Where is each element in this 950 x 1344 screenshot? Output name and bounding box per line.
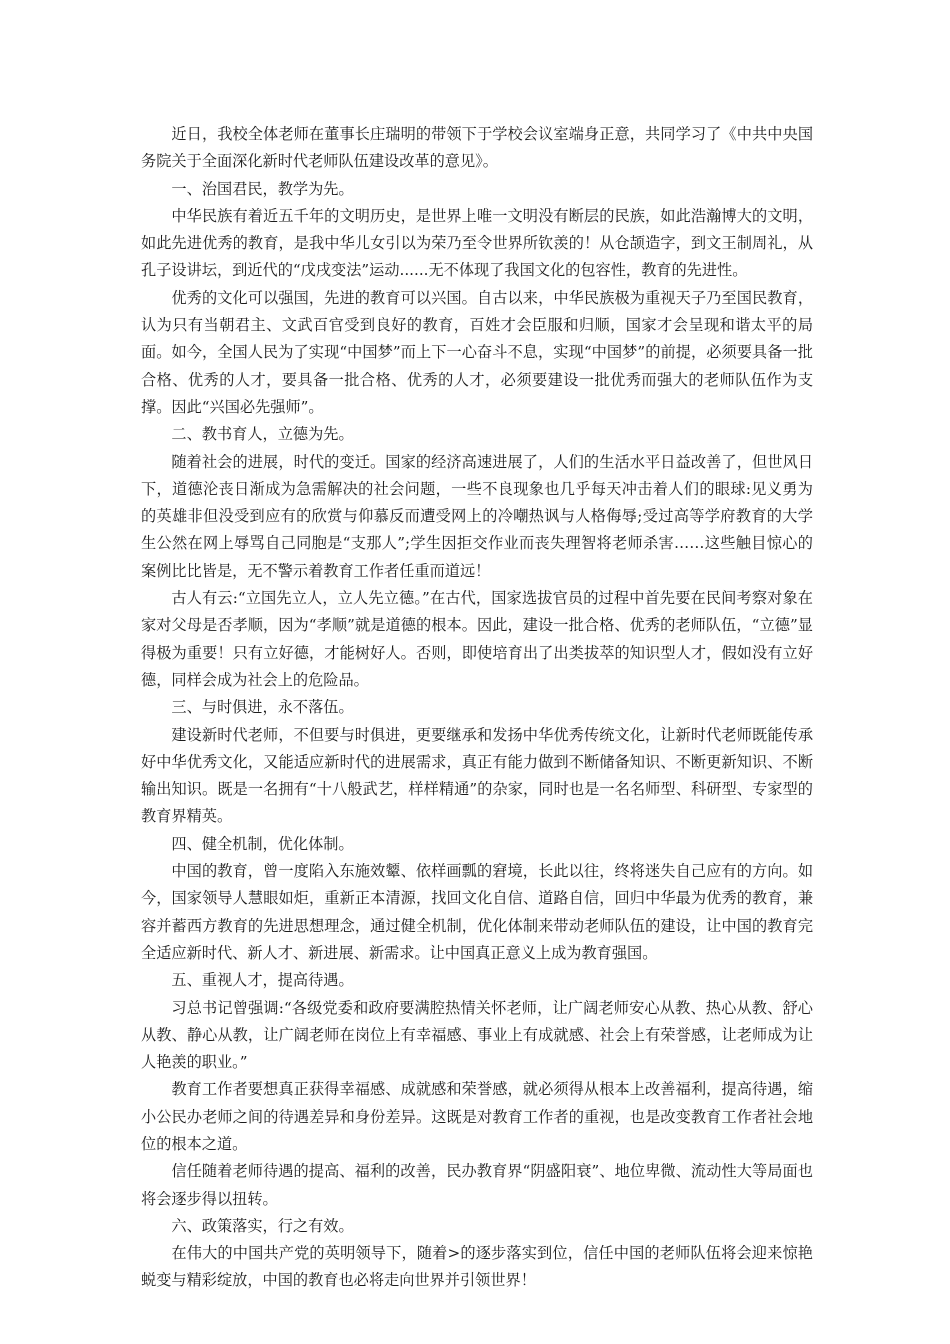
paragraph: 建设新时代老师，不但要与时俱进，更要继承和发扬中华优秀传统文化，让新时代老师既能传承好中华优秀文化，又能适应新时代的进展需求，真正有能力做到不断储备知识、不断更新知识、不断输出知识。既是一名拥有“十八般武艺，样样精通”的杂家，同时也是一名名师型、科研型、专家型的教育界精英。 [141, 725, 813, 826]
paragraph: 中国的教育，曾一度陷入东施效颦、依样画瓢的窘境，长此以往，终将迷失自己应有的方向。如今，国家领导人慧眼如炬，重新正本清源，找回文化自信、道路自信，回归中华最为优秀的教育，兼容并蓄西方教育的先进思想理念，通过健全机制，优化体制来带动老师队伍的建设，让中国的教育完全适应新时代、新人才、新进展、新需求。让中国真正意义上成为教育强国。 [141, 862, 813, 962]
section-heading-3: 三、与时俱进，永不落伍。 [171, 698, 354, 717]
section-heading-4: 四、健全机制，优化体制。 [171, 834, 354, 853]
document-body [141, 121, 813, 1295]
paragraph: 古人有云:“立国先立人，立人先立德。”在古代，国家选拔官员的过程中首先要在民间考察对象在家对父母是否孝顺，因为“孝顺”就是道德的根本。因此，建设一批合格、优秀的老师队伍，“立德”显得极为重要！只有立好德，才能树好人。否则，即使培育出了出类拔萃的知识型人才，假如没有立好德，同样会成为社会上的危险品。 [141, 589, 813, 689]
paragraph-intro: 近日，我校全体老师在董事长庄瑞明的带领下于学校会议室端身正意，共同学习了《中共中央国务院关于全面深化新时代老师队伍建设改革的意见》。 [141, 125, 813, 171]
paragraph: 教育工作者要想真正获得幸福感、成就感和荣誉感，就必须得从根本上改善福利，提高待遇，缩小公民办老师之间的待遇差异和身份差异。这既是对教育工作者的重视，也是改变教育工作者社会地位的根本之道。 [141, 1080, 813, 1153]
section-heading-5: 五、重视人才，提高待遇。 [171, 971, 354, 990]
paragraph: 优秀的文化可以强国，先进的教育可以兴国。自古以来，中华民族极为重视天子乃至国民教育，认为只有当朝君主、文武百官受到良好的教育，百姓才会臣服和归顺，国家才会呈现和谐太平的局面。如今，全国人民为了实现“中国梦”而上下一心奋斗不息，实现“中国梦”的前提，必须要具备一批合格、优秀的人才，要具备一批合格、优秀的人才，必须要建设一批优秀而强大的老师队伍作为支撑。因此“兴国必先强师”。 [141, 288, 813, 416]
paragraph: 信任随着老师待遇的提高、福利的改善，民办教育界“阴盛阳衰”、地位卑微、流动性大等局面也将会逐步得以扭转。 [141, 1162, 813, 1208]
paragraph: 随着社会的进展，时代的变迁。国家的经济高速进展了，人们的生活水平日益改善了，但世风日下，道德沦丧日渐成为急需解决的社会问题，一些不良现象也几乎每天冲击着人们的眼球:见义勇为的英雄非但没受到应有的欣赏与仰慕反而遭受网上的冷嘲热讽与人格侮辱;受过高等学府教育的大学生公然在网上辱骂自己同胞是“支那人”;学生因拒交作业而丧失理智将老师杀害……这些触目惊心的案例比比皆是，无不警示着教育工作者任重而道远！ [141, 452, 813, 580]
section-heading-2: 二、教书育人，立德为先。 [171, 425, 354, 444]
paragraph: 习总书记曾强调:“各级党委和政府要满腔热情关怀老师，让广阔老师安心从教、热心从教、舒心从教、静心从教，让广阔老师在岗位上有幸福感、事业上有成就感、社会上有荣誉感，让老师成为让人艳羡的职业。” [141, 998, 813, 1072]
paragraph: 中华民族有着近五千年的文明历史，是世界上唯一文明没有断层的民族，如此浩瀚博大的文明，如此先进优秀的教育，是我中华儿女引以为荣乃至令世界所钦羡的！从仓颉造字，到文王制周礼，从孔子设讲坛，到近代的“戊戌变法”运动......无不体现了我国文化的包容性，教育的先进性。 [141, 206, 813, 280]
section-heading-6: 六、政策落实，行之有效。 [171, 1216, 354, 1235]
paragraph: 在伟大的中国共产党的英明领导下，随着>的逐步落实到位，信任中国的老师队伍将会迎来惊艳蜕变与精彩绽放，中国的教育也必将走向世界并引领世界！ [141, 1244, 813, 1290]
section-heading-1: 一、治国君民，教学为先。 [171, 179, 354, 198]
